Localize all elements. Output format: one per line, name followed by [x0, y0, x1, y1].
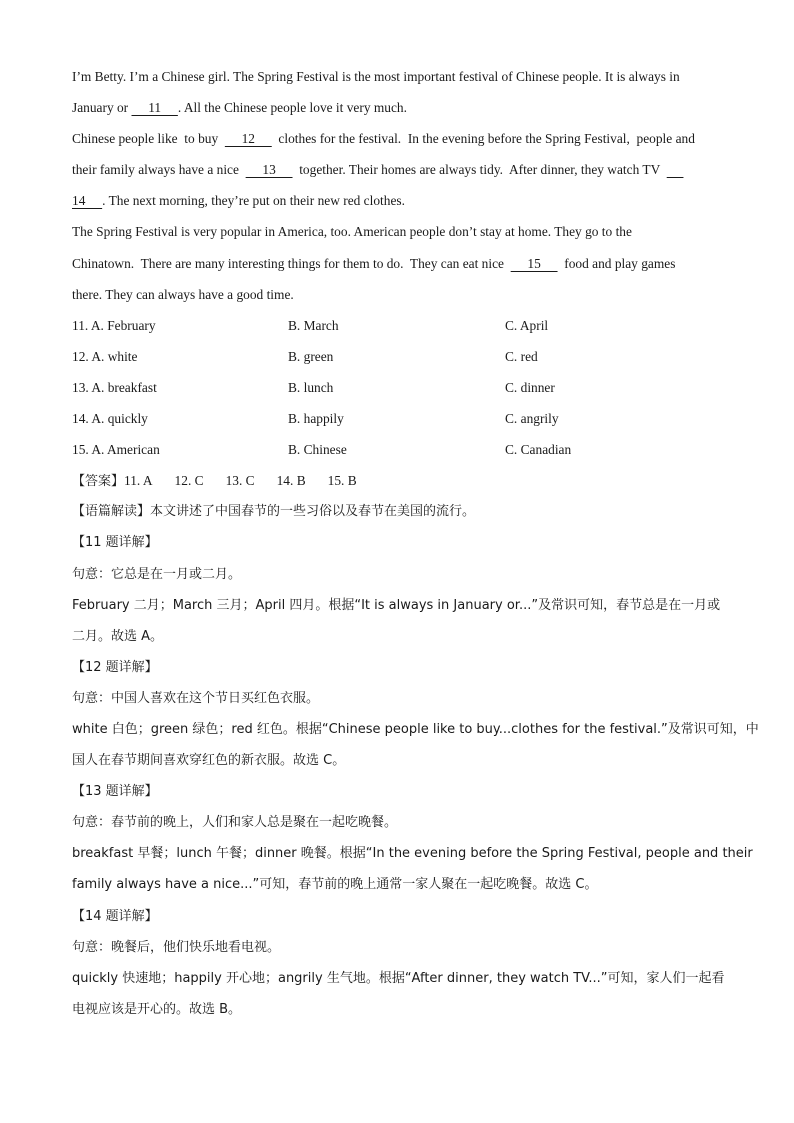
answer-item: 11. A — [124, 473, 153, 489]
blank-13: 13 — [245, 162, 293, 178]
passage-text: together. Their homes are always tidy. After dinner, they watch TV — [292, 162, 667, 178]
answer-label: 【答案】 — [72, 474, 125, 490]
option-row-14 — [72, 403, 724, 434]
passage-line-4 — [72, 154, 724, 185]
answer-row — [72, 465, 724, 496]
option-c: C. dinner — [505, 379, 555, 395]
q13-heading: 【13 题详解】 — [72, 784, 158, 800]
blank-14-start — [667, 154, 684, 185]
blank-11: 11 — [131, 100, 178, 116]
answer-item: 15. B — [327, 473, 357, 489]
blank-14: 14 — [72, 193, 103, 209]
blank-12: 12 — [224, 131, 272, 147]
q11-sentence: 句意：它总是在一月或二月。 — [72, 566, 242, 582]
option-c: C. April — [505, 317, 549, 333]
passage-text: I’m Betty. I’m a Chinese girl. The Spring Festival is the most important festival of Chinese people. It is always in — [72, 69, 680, 84]
option-row-15 — [72, 434, 724, 465]
q14-explanation-2: 电视应该是开心的。故选 B。 — [72, 1001, 242, 1017]
passage-text: clothes for the festival. In the evening before the Spring Festival, people and — [271, 131, 695, 147]
option-b: B. green — [288, 348, 334, 364]
passage-line-7 — [72, 248, 724, 279]
passage-text: there. They can always have a good time. — [72, 286, 294, 302]
option-b: B. March — [288, 317, 339, 333]
q14-sentence: 句意：晚餐后，他们快乐地看电视。 — [72, 939, 281, 955]
passage-text: . All the Chinese people love it very much. — [177, 100, 407, 116]
passage-text: food and play games — [557, 255, 676, 271]
blank-15: 15 — [510, 255, 558, 271]
q12-explanation-1: white 白色；green 绿色；red 红色。根据“Chinese people like to buy...clothes for the festival.”及常识可知，中 — [72, 721, 759, 737]
passage-text: January or — [72, 100, 132, 116]
q11-heading: 【11 题详解】 — [72, 535, 158, 551]
q14-heading: 【14 题详解】 — [72, 908, 158, 924]
q11-explanation-2: 二月。故选 A。 — [72, 628, 164, 644]
q14-explanation-1: quickly 快速地；happily 开心地；angrily 生气地。根据“After dinner, they watch TV...”可知，家人们一起看 — [72, 970, 725, 986]
passage-line-1 — [72, 61, 724, 92]
option-row-12 — [72, 341, 724, 372]
option-a: 15. A. American — [72, 442, 160, 458]
option-c: C. Canadian — [505, 442, 572, 458]
passage-line-3 — [72, 123, 724, 154]
option-a: 11. A. February — [72, 317, 156, 333]
option-a: 14. A. quickly — [72, 411, 148, 427]
q12-heading: 【12 题详解】 — [72, 659, 158, 675]
passage-line-5 — [72, 185, 724, 216]
passage-text: . The next morning, they’re put on their new red clothes. — [102, 193, 405, 209]
q13-sentence: 句意：春节前的晚上，人们和家人总是聚在一起吃晚餐。 — [72, 815, 398, 831]
option-a: 12. A. white — [72, 348, 138, 364]
passage-line-8 — [72, 279, 724, 310]
option-b: B. happily — [288, 411, 344, 427]
option-a: 13. A. breakfast — [72, 379, 157, 395]
option-b: B. lunch — [288, 379, 334, 395]
passage-text: Chinatown. There are many interesting things for them to do. They can eat nice — [72, 255, 511, 271]
passage-text: The Spring Festival is very popular in America, too. American people don’t stay at home. They go to the — [72, 224, 632, 240]
q11-explanation-1: February 二月；March 三月；April 四月。根据“It is always in January or...”及常识可知，春节总是在一月或 — [72, 597, 721, 613]
option-c: C. angrily — [505, 411, 559, 427]
option-b: B. Chinese — [288, 442, 347, 458]
document-page — [72, 61, 759, 1025]
answer-item: 14. B — [276, 473, 306, 489]
answer-item: 13. C — [225, 473, 255, 489]
passage-text: Chinese people like to buy — [72, 131, 225, 147]
option-row-11 — [72, 310, 724, 341]
q12-explanation-2: 国人在春节期间喜欢穿红色的新衣服。故选 C。 — [72, 753, 346, 769]
q13-explanation-2: family always have a nice...”可知，春节前的晚上通常一家人聚在一起吃晚餐。故选 C。 — [72, 877, 598, 893]
passage-line-2 — [72, 92, 724, 123]
answer-item: 12. C — [174, 473, 204, 489]
q12-sentence: 句意：中国人喜欢在这个节日买红色衣服。 — [72, 690, 320, 706]
passage-line-6 — [72, 216, 724, 247]
reading-summary: 【语篇解读】本文讲述了中国春节的一些习俗以及春节在美国的流行。 — [72, 504, 476, 520]
q13-explanation-1: breakfast 早餐；lunch 午餐；dinner 晚餐。根据“In the evening before the Spring Festival, people and their — [72, 846, 753, 862]
passage-text: their family always have a nice — [72, 162, 246, 178]
option-row-13 — [72, 372, 724, 403]
option-c: C. red — [505, 348, 538, 364]
